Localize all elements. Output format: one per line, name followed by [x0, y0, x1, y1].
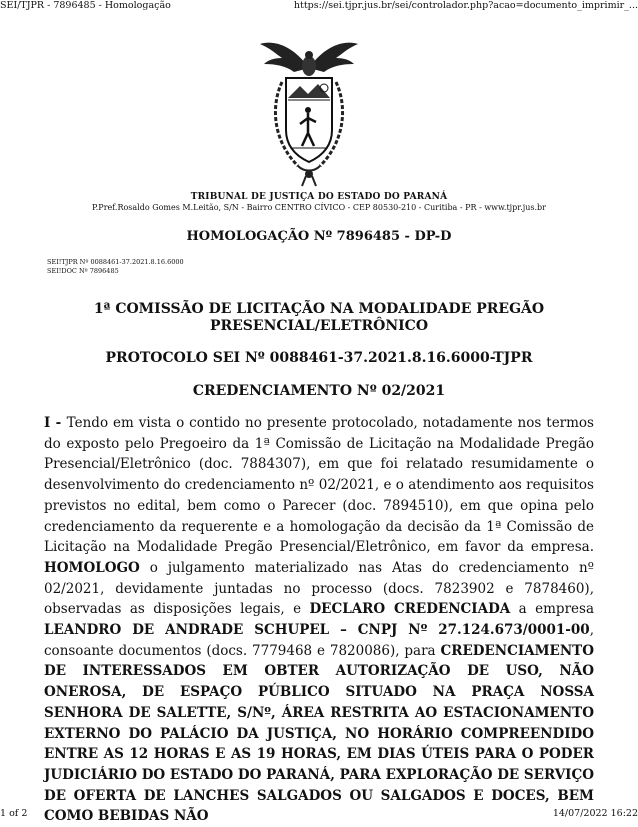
body-bold-homologo: HOMOLOGO: [44, 559, 140, 576]
section-number: I -: [44, 415, 67, 431]
body-text-2: o julgamento materializado nas Atas do credenciamento nº 02/2021, devidamente juntadas no processo (docs. 7823902 e 7878460), observadas as disposições legais, e: [44, 559, 594, 618]
court-address: P.Pref.Rosaldo Gomes M.Leitão, S/N - Bairro CENTRO CÍVICO - CEP 80530-210 - Curitiba - PR - www.tjpr.jus.br: [92, 203, 546, 212]
credential-heading: CREDENCIAMENTO Nº 02/2021: [192, 383, 446, 399]
sei-doc-number: SEI!DOC Nº 7896485: [47, 266, 119, 275]
print-datetime: 14/07/2022 16:22: [552, 808, 638, 819]
body-text-4: , consoante documentos (docs. 7779468 e 7820086), para: [44, 622, 594, 659]
commission-line-1: 1ª COMISSÃO DE LICITAÇÃO NA MODALIDADE PREGÃO: [93, 301, 545, 317]
body-bold-object: CREDENCIAMENTO DE INTERESSADOS EM OBTER AUTORIZAÇÃO DE USO, NÃO ONEROSA, DE ESPAÇO PÚBLICO SITUADO NA PRAÇA NOSSA SENHORA DE SALETTE, S/Nº, ÁREA RESTRITA AO ESTACIONAMENTO EXTERNO DO PALÁCIO DA JUSTIÇA, NO HORÁRIO COMPREENDIDO ENTRE AS 12 HORAS E AS 19 HORAS, EM DIAS ÚTEIS PARA O PODER JUDICIÁRIO DO ESTADO DO PARANÁ, PARA EXPLORAÇÃO DE SERVIÇO DE OFERTA DE LANCHES SALGADOS OU SALGADOS E DOCES, BEM COMO BEBIDAS NÃO: [44, 642, 594, 825]
protocol-heading: PROTOCOLO SEI Nº 0088461-37.2021.8.16.6000-TJPR: [105, 350, 533, 366]
sei-process-number: SEI!TJPR Nº 0088461-37.2021.8.16.6000: [47, 258, 184, 266]
coat-of-arms-icon: [252, 38, 366, 190]
court-name: TRIBUNAL DE JUSTIÇA DO ESTADO DO PARANÁ: [190, 192, 448, 202]
body-bold-declaro: DECLARO CREDENCIADA: [309, 601, 511, 618]
body-paragraph: [44, 413, 594, 827]
body-bold-company: LEANDRO DE ANDRADE SCHUPEL – CNPJ Nº 27.124.673/0001-00: [44, 622, 590, 639]
print-header-title: SEI/TJPR - 7896485 - Homologação: [0, 0, 171, 11]
commission-heading: [0, 301, 638, 335]
body-text-1: Tendo em vista o contido no presente protocolado, notadamente nos termos do exposto pelo Pregoeiro da 1ª Comissão de Licitação na Modalidade Pregão Presencial/Eletrônico (doc. 7884307), em que foi relatado resumidamente o desenvolvimento do credenciamento nº 02/2021, e o atendimento aos requisitos previstos no edital, bem como o Parecer (doc. 7894510), em que opina pelo credenciamento da requerente e a homologação da decisão da 1ª Comissão de Licitação na Modalidade Pregão Presencial/Eletrônico, em favor da empresa.: [44, 415, 594, 556]
print-page-number: 1 of 2: [0, 808, 28, 819]
print-header-url: https://sei.tjpr.jus.br/sei/controlador.php?acao=documento_imprimir_...: [293, 0, 638, 11]
body-text-3: a empresa: [510, 601, 594, 618]
document-metadata: [47, 258, 184, 275]
document-title: HOMOLOGAÇÃO Nº 7896485 - DP-D: [186, 229, 452, 244]
commission-line-2: PRESENCIAL/ELETRÔNICO: [209, 318, 429, 334]
